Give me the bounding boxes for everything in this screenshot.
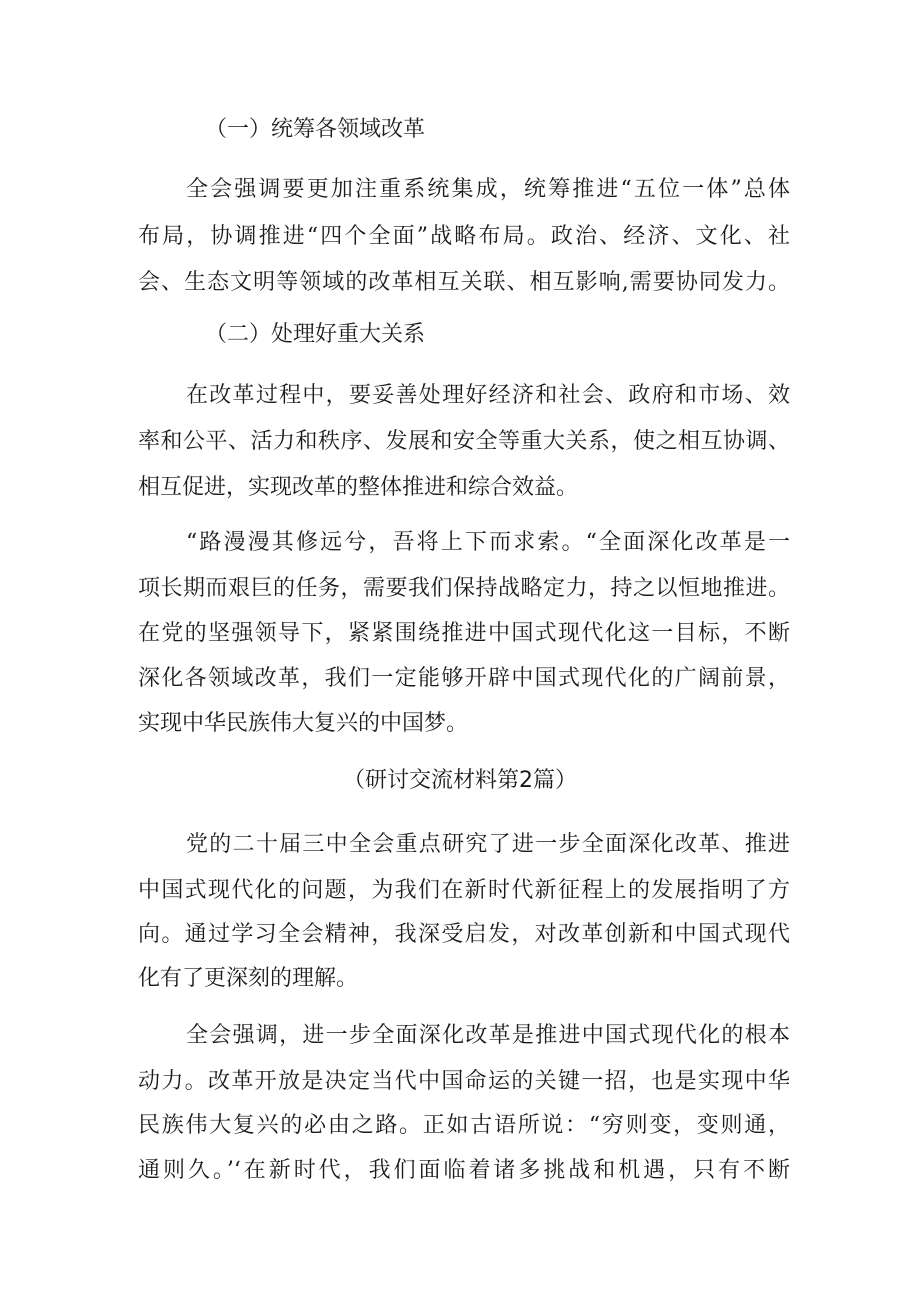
article-title: （研讨交流材料第2篇）	[343, 768, 577, 793]
paragraph-line: 项长期而艰巨的任务，需要我们保持战略定力，持之以恒地推进。	[138, 576, 790, 601]
paragraph-line: 深化各领域改革，我们一定能够开辟中国式现代化的广阔前景，	[138, 666, 790, 691]
paragraph-line: 在改革过程中，要妥善处理好经济和社会、政府和市场、效	[186, 383, 790, 408]
paragraph-line: 党的二十届三中全会重点研究了进一步全面深化改革、推进	[186, 832, 790, 857]
paragraph-line: 在党的坚强领导下，紧紧围绕推进中国式现代化这一目标，不断	[138, 621, 790, 646]
paragraph-line: 中国式现代化的问题，为我们在新时代新征程上的发展指明了方	[138, 878, 790, 903]
paragraph-line: 向。通过学习全会精神，我深受启发，对改革创新和中国式现代	[138, 922, 790, 947]
paragraph-line: 实现中华民族伟大复兴的中国梦。	[138, 711, 469, 736]
paragraph-line: 会、生态文明等领域的改革相互关联、相互影响,需要协同发力。	[138, 270, 790, 295]
section-heading: （一）统筹各领域改革	[205, 117, 426, 142]
section-heading: （二）处理好重大关系	[205, 322, 426, 347]
paragraph-line: 率和公平、活力和秩序、发展和安全等重大关系，使之相互协调、	[138, 429, 790, 454]
paragraph-line: “路漫漫其修远兮，吾将上下而求索。“全面深化改革是一	[186, 530, 790, 555]
paragraph-line: 全会强调要更加注重系统集成，统筹推进“五位一体”总体	[186, 177, 790, 202]
paragraph-line: 动力。改革开放是决定当代中国命运的关键一招，也是实现中华	[138, 1069, 790, 1094]
paragraph-line: 布局，协调推进“四个全面”战略布局。政治、经济、文化、社	[138, 224, 790, 249]
paragraph-line: 全会强调，进一步全面深化改革是推进中国式现代化的根本	[186, 1023, 790, 1048]
paragraph-line: 化有了更深刻的理解。	[138, 966, 359, 991]
paragraph-line: 通则久。’‘在新时代，我们面临着诸多挑战和机遇，只有不断	[138, 1158, 790, 1183]
paragraph-line: 民族伟大复兴的必由之路。正如古语所说：“穷则变，变则通，	[138, 1113, 790, 1138]
paragraph-line: 相互促进，实现改革的整体推进和综合效益。	[138, 475, 579, 500]
